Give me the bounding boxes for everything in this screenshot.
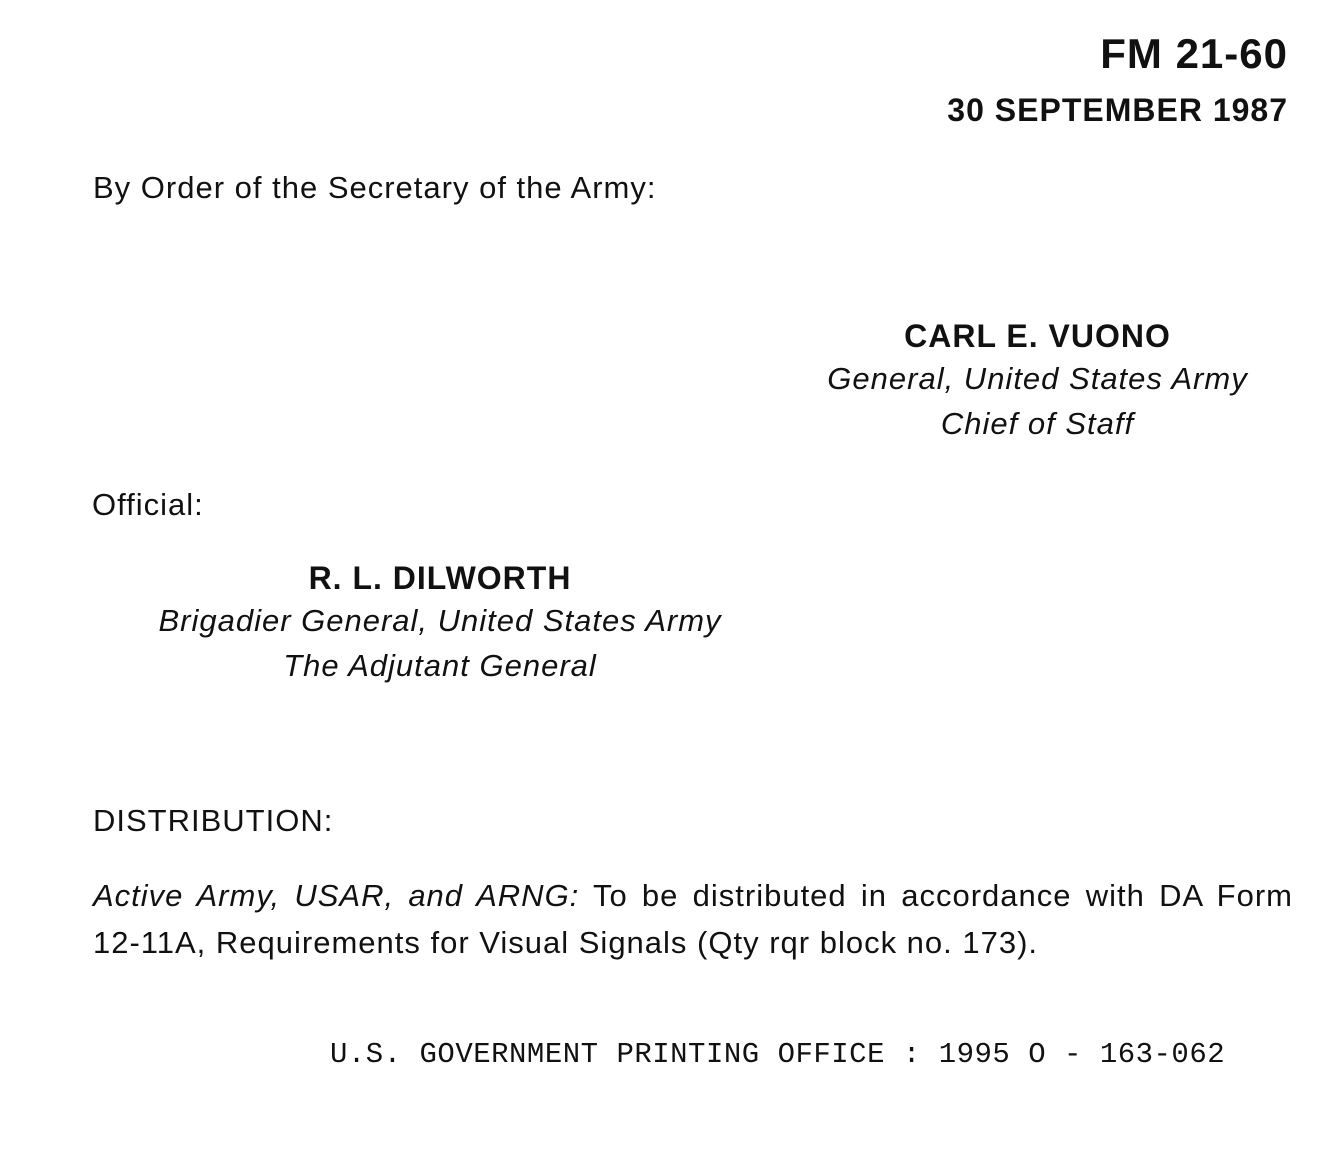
chief-of-staff-signature-block [780, 316, 1295, 446]
manual-number: FM 21-60 [1100, 30, 1288, 77]
official-label: Official: [92, 487, 204, 522]
adjutant-general-name: R. L. DILWORTH [308, 560, 572, 596]
distribution-instructions: To be distributed in accordance with DA Form 12-11A, Requirements for Visual Signals (Qty rqr block no. 173). [93, 878, 1293, 960]
chief-of-staff-rank: General, United States Army [827, 361, 1248, 396]
adjutant-general-signature-block [95, 558, 785, 688]
adjutant-general-rank: Brigadier General, United States Army [158, 603, 722, 638]
distribution-components: Active Army, USAR, and ARNG: [93, 878, 580, 913]
adjutant-general-position: The Adjutant General [283, 648, 597, 683]
chief-of-staff-name: CARL E. VUONO [904, 318, 1171, 354]
distribution-paragraph [93, 872, 1293, 966]
publication-date: 30 SEPTEMBER 1987 [947, 92, 1288, 128]
chief-of-staff-position: Chief of Staff [940, 406, 1135, 441]
distribution-label: DISTRIBUTION: [93, 803, 334, 838]
printing-office-imprint: U.S. GOVERNMENT PRINTING OFFICE : 1995 O - 163-062 [330, 1038, 1226, 1071]
by-order-line: By Order of the Secretary of the Army: [93, 170, 657, 205]
